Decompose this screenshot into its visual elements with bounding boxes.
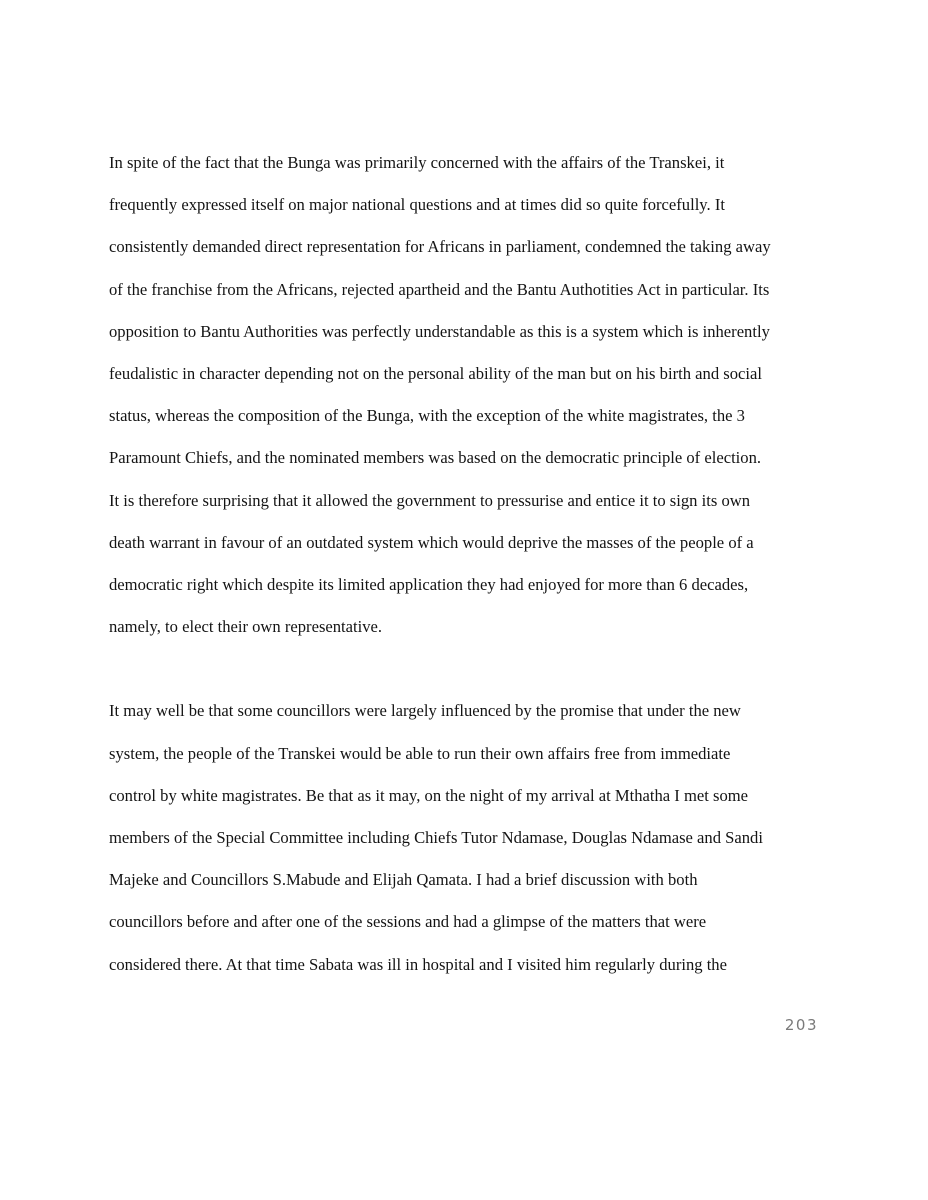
- text-line: namely, to elect their own representative.: [109, 617, 383, 637]
- text-line: status, whereas the composition of the Bunga, with the exception of the white magistrates, the 3: [109, 406, 745, 426]
- text-line: councillors before and after one of the sessions and had a glimpse of the matters that were: [109, 912, 707, 932]
- text-line: control by white magistrates. Be that as it may, on the night of my arrival at Mthatha I met some: [109, 785, 749, 805]
- text-line: of the franchise from the Africans, rejected apartheid and the Bantu Authotities Act in particular. Its: [109, 279, 770, 299]
- text-line: members of the Special Committee including Chiefs Tutor Ndamase, Douglas Ndamase and Sandi: [109, 828, 763, 847]
- paragraph-2: [109, 698, 829, 993]
- text-line: death warrant in favour of an outdated system which would deprive the masses of the people of a: [109, 532, 754, 552]
- text-line: considered there. At that time Sabata was ill in hospital and I visited him regularly during the: [109, 954, 727, 974]
- text-line: In spite of the fact that the Bunga was primarily concerned with the affairs of the Transkei, it: [109, 153, 725, 172]
- paragraph-spacer: [109, 656, 829, 698]
- text-line: It may well be that some councillors were largely influenced by the promise that under the new: [109, 701, 741, 721]
- document-body: [109, 150, 829, 994]
- text-line: Paramount Chiefs, and the nominated members was based on the democratic principle of election.: [109, 448, 762, 468]
- text-line: consistently demanded direct representation for Africans in parliament, condemned the taking away: [109, 237, 771, 257]
- text-line: democratic right which despite its limited application they had enjoyed for more than 6 decades,: [109, 574, 749, 594]
- text-line: opposition to Bantu Authorities was perfectly understandable as this is a system which is inherently: [109, 321, 770, 341]
- text-line: Majeke and Councillors S.Mabude and Elijah Qamata. I had a brief discussion with both: [109, 870, 698, 890]
- text-line: system, the people of the Transkei would be able to run their own affairs free from immediate: [109, 743, 731, 763]
- text-line: frequently expressed itself on major national questions and at times did so quite forcefully. It: [109, 195, 725, 215]
- text-line: feudalistic in character depending not on the personal ability of the man but on his birth and social: [109, 363, 762, 383]
- page-number: 203: [784, 1016, 818, 1034]
- paragraph-1: [109, 150, 829, 656]
- text-line: It is therefore surprising that it allowed the government to pressurise and entice it to sign its own: [109, 490, 751, 510]
